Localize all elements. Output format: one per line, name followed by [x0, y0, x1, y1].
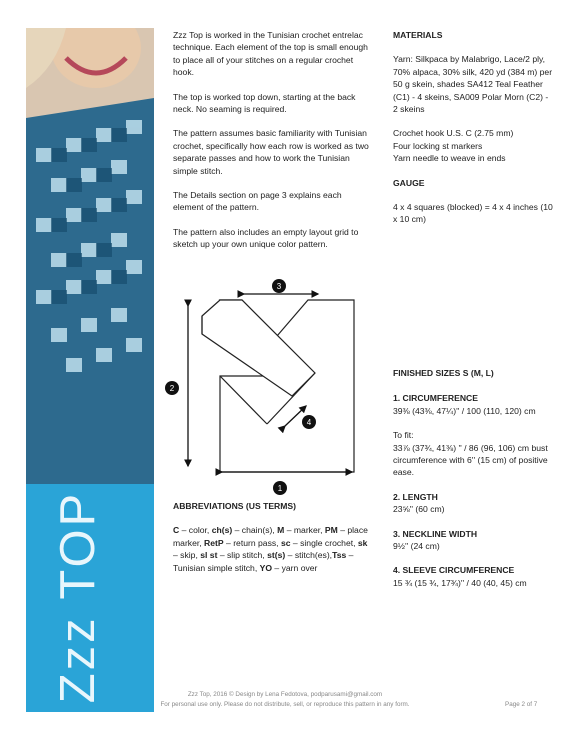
- label-4-badge: [302, 415, 316, 429]
- abbreviations-section: [173, 500, 373, 586]
- gauge-text: 4 x 4 squares (blocked) = 4 x 4 inches (10 x 10 cm): [393, 202, 553, 225]
- label-2: 2: [169, 384, 175, 393]
- label-1: 1: [277, 484, 283, 493]
- label-4: 4: [306, 418, 312, 427]
- abbr-def: – marker,: [284, 525, 325, 536]
- circumference-value: 39⅜ (43⅜, 47¼)'' / 100 (110, 120) cm: [393, 405, 536, 416]
- abbr-term: M: [277, 525, 285, 536]
- intro-paragraph: The Details section on page 3 explains each element of the pattern.: [173, 190, 342, 213]
- abbr-def: – slip stitch,: [217, 550, 268, 561]
- circumference-heading: 1. CIRCUMFERENCE: [393, 393, 478, 404]
- sizes-heading: FINISHED SIZES S (M, L): [393, 368, 494, 378]
- markers-line: Four locking st markers: [393, 140, 483, 151]
- abbr-term: sl st: [200, 550, 218, 561]
- abbr-term: sk: [357, 537, 368, 548]
- abbr-def: – single crochet,: [290, 537, 358, 548]
- gauge-heading: GAUGE: [393, 177, 425, 188]
- abbr-term: ch(s): [211, 525, 233, 536]
- intro-paragraph: The top is worked top down, starting at the back neck. No seaming is required.: [173, 91, 356, 115]
- title-band: [26, 484, 154, 712]
- abbr-def: – return pass,: [223, 537, 281, 548]
- abbr-term: st(s): [267, 550, 286, 561]
- intro-paragraph: Zzz Top is worked in the Tunisian crochet entrelac technique. Each element of the top is small enough to place all of your stitches on a regular crochet hook.: [173, 30, 368, 78]
- abbr-term: sc: [280, 537, 291, 548]
- materials-heading: MATERIALS: [393, 30, 443, 40]
- length-heading: 2. LENGTH: [393, 491, 438, 502]
- fit-value: 33⅞ (37¾, 41⅜) '' / 86 (96, 106) cm bust circumference with 6'' (15 cm) of positive ease.: [393, 442, 548, 478]
- footer-license: For personal use only. Please do not distribute, sell, or reproduce this pattern in any form.: [160, 701, 410, 708]
- abbreviations-heading: ABBREVIATIONS (US TERMS): [173, 501, 297, 511]
- label-3-badge: [272, 279, 286, 293]
- hook-line: Crochet hook U.S. C (2.75 mm): [393, 128, 514, 139]
- sleeve-value: 15 ¾ (15 ¾, 17¾)'' / 40 (40, 45) cm: [393, 577, 527, 588]
- intro-paragraph: The pattern also includes an empty layout grid to sketch up your own unique color pattern.: [173, 226, 359, 250]
- yarn-text: Yarn: Silkpaca by Malabrigo, Lace/2 ply, 70% alpaca, 30% silk, 420 yd (384 m) per 50 g skein, shades SA412 Teal Feather (C1) - 4 skeins, SA009 Polar Morn (C2) - 2 skeins: [393, 54, 553, 115]
- abbr-term: Tss: [332, 550, 347, 561]
- fit-label: To fit:: [393, 430, 414, 441]
- pattern-title: Zzz TOP: [51, 490, 105, 704]
- label-3: 3: [276, 282, 282, 291]
- intro-column: [173, 29, 373, 263]
- abbr-term: YO: [259, 562, 273, 573]
- sizes-column: [393, 367, 553, 601]
- footer-copyright: Zzz Top, 2016 © Design by Lena Fedotova, podparusami@gmail.com: [187, 691, 383, 698]
- sleeve-heading: 4. SLEEVE CIRCUMFERENCE: [393, 565, 515, 576]
- length-value: 23⅝'' (60 cm): [393, 504, 445, 515]
- abbr-term: PM: [324, 525, 338, 536]
- schematic-diagram: [160, 276, 385, 501]
- needle-line: Yarn needle to weave in ends: [393, 153, 506, 164]
- abbr-def: – yarn over: [272, 562, 318, 573]
- page-number: Page 2 of 7: [505, 701, 538, 708]
- label-1-badge: [273, 481, 287, 495]
- abbr-def: – stitch(es),: [285, 550, 333, 561]
- abbr-def: – chain(s),: [232, 525, 278, 536]
- abbr-def: – skip,: [173, 550, 201, 561]
- abbr-term: C: [173, 525, 180, 536]
- abbr-def: – place marker,: [173, 525, 368, 548]
- neckline-value: 9½'' (24 cm): [393, 541, 440, 552]
- fit-text: [393, 429, 553, 479]
- label-2-badge: [165, 381, 179, 395]
- abbr-def: – Tunisian simple stitch,: [173, 550, 354, 573]
- intro-paragraph: The pattern assumes basic familiarity with Tunisian crochet, specifically how each row is worked as two separate passes and how to work the Tunisian simple stitch.: [173, 128, 369, 176]
- materials-column: [393, 29, 553, 238]
- neckline-heading: 3. NECKLINE WIDTH: [393, 528, 478, 539]
- tools-text: [393, 127, 553, 164]
- abbreviations-text: [173, 524, 373, 574]
- abbr-def: – color,: [179, 525, 212, 536]
- abbr-term: RetP: [204, 537, 224, 548]
- model-photo: [26, 28, 154, 484]
